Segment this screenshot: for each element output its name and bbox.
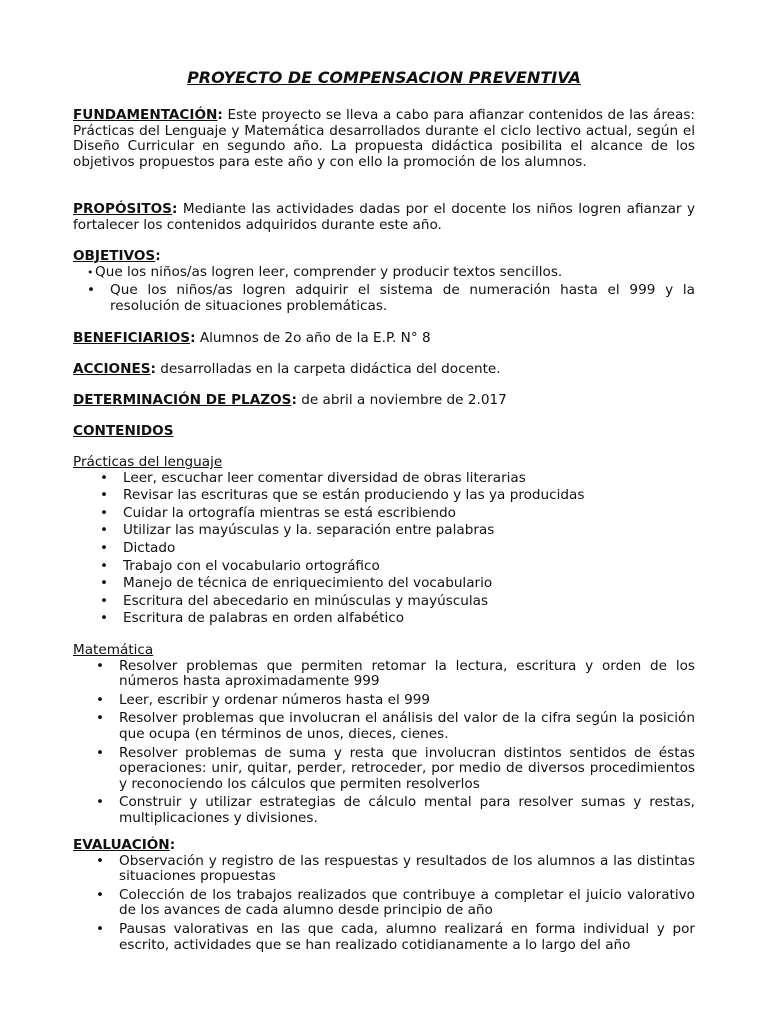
lenguaje-item-text: Revisar las escrituras que se están produciendo y las ya producidas	[123, 487, 585, 504]
fundamentacion-paragraph	[73, 108, 695, 170]
lenguaje-item-text: Manejo de técnica de enriquecimiento del vocabulario	[123, 575, 493, 592]
bullet-icon: •	[100, 610, 109, 627]
list-item	[73, 559, 695, 575]
evaluacion-section	[73, 838, 695, 956]
beneficiarios-colon: :	[190, 330, 196, 346]
bullet-icon: •	[100, 575, 109, 592]
acciones-colon: :	[150, 361, 156, 377]
bullet-icon: •	[100, 504, 109, 521]
bullet-icon: •	[87, 265, 94, 279]
plazos-paragraph	[73, 393, 695, 409]
bullet-icon: •	[96, 691, 105, 708]
matematica-item-text: Construir y utilizar estrategias de cálculo mental para resolver sumas y restas, multiplicaciones y divisiones.	[119, 794, 695, 826]
plazos-text: de abril a noviembre de 2.017	[296, 392, 507, 408]
lenguaje-item-text: Cuidar la ortografía mientras se está escribiendo	[123, 504, 456, 521]
objetivos-list	[73, 265, 695, 315]
contenidos-section	[73, 424, 695, 440]
bullet-icon: •	[100, 592, 109, 609]
list-item	[73, 746, 695, 793]
fundamentacion-text: Este proyecto se lleva a cabo para afianzar contenidos de las áreas: Prácticas del Lenguaje y Matemática desarrollados durante el ciclo lectivo actual, según el Diseño Curricular en segundo año. La propuesta didáctica posibilita el alcance de los objetivos propuestos para este año y con ello la promoción de los alumnos.	[73, 107, 695, 170]
list-item	[73, 541, 695, 557]
beneficiarios-paragraph	[73, 331, 695, 347]
list-item	[73, 488, 695, 504]
list-item	[73, 611, 695, 627]
propositos-text: Mediante las actividades dadas por el docente los niños logren afianzar y fortalecer los contenidos adquiridos durante este año.	[73, 201, 695, 233]
lenguaje-list	[73, 471, 695, 627]
bullet-icon: •	[96, 794, 105, 811]
lenguaje-item-text: Leer, escuchar leer comentar diversidad de obras literarias	[123, 469, 526, 486]
evaluacion-heading: EVALUACIÓN	[73, 837, 170, 853]
matematica-item-text: Resolver problemas que permiten retomar la lectura, escritura y orden de los números hasta aproximadamente 999	[119, 657, 695, 690]
bullet-icon: •	[100, 557, 109, 574]
list-item	[73, 888, 695, 919]
matematica-item-text: Resolver problemas que involucran el análisis del valor de la cifra según la posición que ocupa (en términos de unos, dieces, cienes.	[119, 710, 695, 742]
bullet-icon: •	[96, 710, 105, 727]
beneficiarios-heading: BENEFICIARIOS	[73, 330, 191, 346]
matematica-list	[73, 659, 695, 827]
acciones-heading: ACCIONES	[73, 361, 151, 377]
propositos-paragraph	[73, 202, 695, 233]
list-item	[73, 693, 695, 709]
bullet-icon: •	[96, 886, 105, 903]
contenidos-heading: CONTENIDOS	[73, 423, 174, 439]
list-item	[73, 265, 695, 281]
lenguaje-item-text: Dictado	[123, 539, 176, 556]
plazos-colon: :	[291, 392, 297, 408]
list-item	[73, 795, 695, 826]
lenguaje-item-text: Trabajo con el vocabulario ortográfico	[123, 557, 380, 574]
fundamentacion-heading: FUNDAMENTACIÓN	[73, 107, 218, 123]
bullet-icon: •	[100, 487, 109, 504]
bullet-icon: •	[100, 522, 109, 539]
lenguaje-item-text: Utilizar las mayúsculas y la. separación entre palabras	[123, 522, 495, 539]
bullet-icon: •	[96, 744, 105, 761]
bullet-icon: •	[100, 469, 109, 486]
list-item	[73, 506, 695, 522]
bullet-icon: •	[100, 539, 109, 556]
lenguaje-item-text: Escritura del abecedario en minúsculas y mayúsculas	[123, 592, 489, 609]
acciones-paragraph	[73, 362, 695, 378]
list-item	[73, 922, 695, 953]
list-item	[73, 576, 695, 592]
lenguaje-item-text: Escritura de palabras en orden alfabético	[123, 610, 405, 627]
propositos-colon: :	[171, 201, 178, 217]
list-item	[73, 711, 695, 742]
matematica-section	[73, 643, 695, 830]
matematica-heading: Matemática	[73, 642, 154, 658]
plazos-heading: DETERMINACIÓN DE PLAZOS	[73, 392, 292, 408]
evaluacion-item-text: Colección de los trabajos realizados que contribuye a completar el juicio valorativo de los avances de cada alumno desde principio de año	[119, 886, 695, 919]
matematica-item-text: Leer, escribir y ordenar números hasta el 999	[119, 691, 431, 708]
matematica-item-text: Resolver problemas de suma y resta que involucran distintos sentidos de éstas operaciones: unir, quitar, perder, retroceder, por medio de diversos procedimientos y reconociendo los cálculos que permiten resolverlos	[119, 744, 695, 792]
lenguaje-section	[73, 455, 695, 629]
evaluacion-item-text: Observación y registro de las respuestas y resultados de los alumnos a las distintas situaciones propuestas	[119, 852, 695, 885]
document-title: PROYECTO DE COMPENSACION PREVENTIVA	[187, 68, 581, 87]
beneficiarios-text: Alumnos de 2o año de la E.P. N° 8	[195, 330, 431, 346]
acciones-text: desarrolladas en la carpeta didáctica del docente.	[155, 361, 501, 377]
bullet-icon: •	[96, 920, 105, 937]
bullet-icon: •	[96, 852, 105, 869]
evaluacion-colon: :	[169, 837, 176, 853]
list-item	[73, 659, 695, 690]
propositos-heading: PROPÓSITOS	[73, 201, 172, 217]
list-item	[73, 594, 695, 610]
objetivos-section	[73, 249, 695, 314]
objetivos-heading: OBJETIVOS	[73, 248, 156, 264]
objetivo-text: Que los niños/as logren leer, comprender y producir textos sencillos.	[95, 263, 563, 280]
objetivos-colon: :	[155, 248, 161, 264]
lenguaje-heading: Prácticas del lenguaje	[73, 454, 223, 470]
fundamentacion-colon: :	[217, 107, 223, 123]
evaluacion-item-text: Pausas valorativas en las que cada, alumno realizará en forma individual y por escrito, actividades que se han realizado cotidianamente a lo largo del año	[119, 920, 695, 953]
list-item	[73, 854, 695, 885]
evaluacion-list	[73, 854, 695, 954]
list-item	[73, 471, 695, 487]
list-item	[73, 523, 695, 539]
bullet-icon: •	[96, 657, 105, 674]
bullet-icon: •	[87, 282, 96, 299]
objetivo-text: Que los niños/as logren adquirir el sistema de numeración hasta el 999 y la resolución de situaciones problemáticas.	[110, 282, 695, 314]
list-item	[73, 283, 695, 314]
